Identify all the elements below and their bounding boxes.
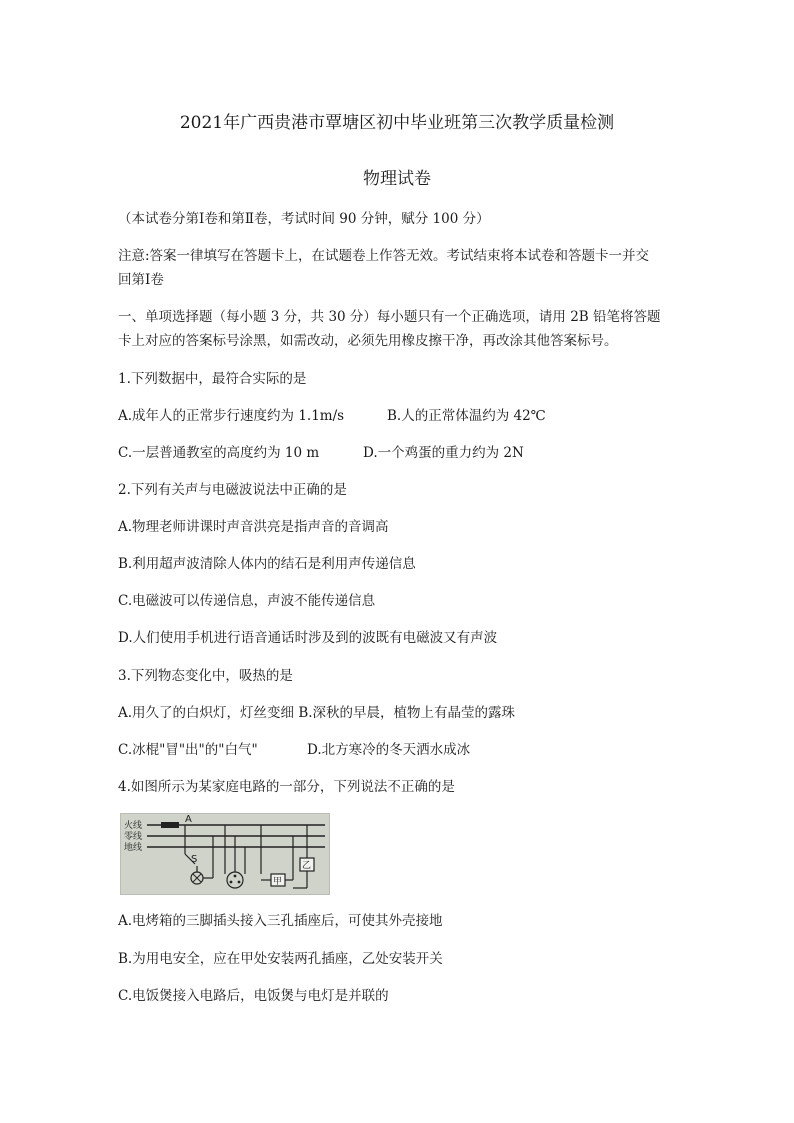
socket-hole-3 bbox=[234, 875, 237, 878]
socket-hole-2 bbox=[238, 881, 241, 884]
household-circuit-diagram bbox=[120, 813, 330, 895]
position-yi-label: 乙 bbox=[302, 861, 312, 871]
exam-title: 2021年广西贵港市覃塘区初中毕业班第三次教学质量检测 bbox=[179, 113, 615, 133]
neutral-wire-label: 零线 bbox=[124, 832, 143, 842]
circuit-svg bbox=[121, 814, 329, 894]
question-3-option-ab: A.用久了的白炽灯，灯丝变细 B.深秋的早晨，植物上有晶莹的露珠 bbox=[118, 705, 516, 721]
live-wire-label: 火线 bbox=[124, 821, 143, 831]
ground-wire-label: 地线 bbox=[124, 843, 143, 853]
question-4-stem: 4.如图所示为某家庭电路的一部分，下列说法不正确的是 bbox=[118, 779, 455, 795]
exam-note: （本试卷分第Ⅰ卷和第Ⅱ卷，考试时间 90 分钟，赋分 100 分） bbox=[118, 211, 490, 227]
question-4-option-a: A.电烤箱的三脚插头接入三孔插座后，可使其外壳接地 bbox=[118, 913, 443, 929]
question-2-option-c: C.电磁波可以传递信息，声波不能传递信息 bbox=[118, 593, 376, 609]
exam-subtitle: 物理试卷 bbox=[363, 169, 431, 189]
fuse-icon bbox=[161, 822, 179, 828]
point-a-label: A bbox=[185, 814, 192, 825]
socket-hole-1 bbox=[230, 881, 233, 884]
question-2-option-d: D.人们使用手机进行语音通话时涉及到的波既有电磁波又有声波 bbox=[118, 630, 498, 646]
question-3-option-d: D.北方寒冷的冬天洒水成冰 bbox=[307, 742, 471, 758]
question-1-stem: 1.下列数据中，最符合实际的是 bbox=[118, 371, 307, 387]
question-3-stem: 3.下列物态变化中，吸热的是 bbox=[118, 668, 293, 684]
section-heading-line-2: 卡上对应的答案标号涂黑，如需改动，必须先用橡皮擦干净，再改涂其他答案标号。 bbox=[118, 333, 618, 349]
notice-line-2: 回第Ⅰ卷 bbox=[118, 272, 164, 288]
switch-label: S bbox=[191, 854, 198, 865]
question-2-option-a: A.物理老师讲课时声音洪亮是指声音的音调高 bbox=[118, 519, 389, 535]
question-4-option-b: B.为用电安全，应在甲处安装两孔插座，乙处安装开关 bbox=[118, 951, 443, 967]
question-1-option-c: C.一层普通教室的高度约为 10 m bbox=[118, 445, 320, 461]
position-jia-label: 甲 bbox=[273, 877, 283, 887]
question-1-option-b: B.人的正常体温约为 42℃ bbox=[387, 408, 546, 424]
section-heading-line-1: 一、单项选择题（每小题 3 分，共 30 分）每小题只有一个正确选项，请用 2B 铅笔将答题 bbox=[118, 309, 661, 325]
question-2-stem: 2.下列有关声与电磁波说法中正确的是 bbox=[118, 482, 347, 498]
question-2-option-b: B.利用超声波清除人体内的结石是利用声传递信息 bbox=[118, 556, 416, 572]
notice-line-1: 注意:答案一律填写在答题卡上，在试题卷上作答无效。考试结束将本试卷和答题卡一并交 bbox=[118, 248, 650, 264]
question-1-option-d: D.一个鸡蛋的重力约为 2N bbox=[363, 445, 524, 461]
question-3-option-c: C.冰棍"冒"出"的"白气" bbox=[118, 742, 258, 758]
question-4-option-c: C.电饭煲接入电路后，电饭煲与电灯是并联的 bbox=[118, 988, 389, 1004]
three-hole-socket-icon bbox=[227, 872, 243, 888]
question-1-option-a: A.成年人的正常步行速度约为 1.1m/s bbox=[118, 408, 345, 424]
